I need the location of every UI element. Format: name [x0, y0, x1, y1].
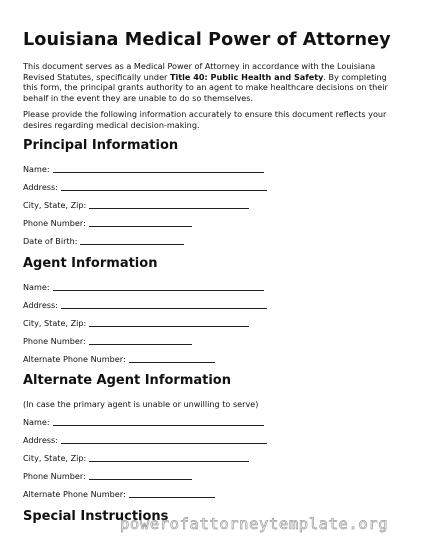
- fill-line[interactable]: [80, 236, 184, 245]
- field-label: Name:: [23, 164, 50, 174]
- alternate-agent-heading: Alternate Agent Information: [23, 373, 231, 388]
- agent-alt-phone-field[interactable]: [23, 353, 215, 364]
- fill-line[interactable]: [89, 200, 249, 209]
- principal-heading: Principal Information: [23, 138, 179, 153]
- agent-city-state-zip-field[interactable]: [23, 317, 249, 328]
- fill-line[interactable]: [89, 218, 192, 227]
- field-label: Phone Number:: [23, 336, 86, 346]
- fill-line[interactable]: [61, 182, 267, 191]
- field-label: Name:: [23, 282, 50, 292]
- field-label: Address:: [23, 300, 58, 310]
- principal-city-state-zip-field[interactable]: [23, 199, 249, 210]
- field-label: City, State, Zip:: [23, 318, 87, 328]
- fill-line[interactable]: [61, 435, 267, 444]
- alternate-agent-address-field[interactable]: [23, 434, 267, 445]
- alternate-agent-alt-phone-field[interactable]: [23, 488, 215, 499]
- field-label: Address:: [23, 435, 58, 445]
- field-label: Alternate Phone Number:: [23, 354, 126, 364]
- fill-line[interactable]: [89, 471, 192, 480]
- fill-line[interactable]: [53, 282, 264, 291]
- intro-text-after: . By completing this form, the principal grants authority to an agent to make healthcare decisions on their behalf in the event they are unable to do so themselves.: [23, 71, 388, 103]
- field-label: Alternate Phone Number:: [23, 489, 126, 499]
- fill-line[interactable]: [129, 354, 215, 363]
- fill-line[interactable]: [89, 318, 249, 327]
- principal-name-field[interactable]: [23, 163, 264, 174]
- field-label: Date of Birth:: [23, 236, 78, 246]
- fill-line[interactable]: [89, 453, 249, 462]
- intro-text-before: This document serves as a Medical Power of Attorney in accordance with the Louisiana Revised Statutes, specifically under: [23, 61, 376, 82]
- principal-dob-field[interactable]: [23, 235, 184, 246]
- fill-line[interactable]: [89, 336, 192, 345]
- fill-line[interactable]: [61, 300, 267, 309]
- principal-phone-field[interactable]: [23, 217, 192, 228]
- principal-address-field[interactable]: [23, 181, 267, 192]
- agent-heading: Agent Information: [23, 256, 158, 271]
- agent-name-field[interactable]: [23, 281, 264, 292]
- field-label: Address:: [23, 182, 58, 192]
- site-watermark: powerofattorneytemplate.org: [120, 515, 389, 533]
- document-title: Louisiana Medical Power of Attorney: [23, 30, 391, 50]
- intro-text-statute: Title 40: Public Health and Safety: [169, 71, 324, 82]
- field-label: City, State, Zip:: [23, 453, 87, 463]
- alternate-agent-city-state-zip-field[interactable]: [23, 452, 249, 463]
- agent-phone-field[interactable]: [23, 335, 192, 346]
- field-label: Phone Number:: [23, 218, 86, 228]
- agent-address-field[interactable]: [23, 299, 267, 310]
- field-label: Name:: [23, 417, 50, 427]
- fill-line[interactable]: [53, 164, 264, 173]
- intro-paragraph: [23, 61, 403, 103]
- fill-line[interactable]: [129, 489, 215, 498]
- alternate-agent-name-field[interactable]: [23, 416, 264, 427]
- fill-line[interactable]: [53, 417, 264, 426]
- field-label: City, State, Zip:: [23, 200, 87, 210]
- field-label: Phone Number:: [23, 471, 86, 481]
- special-instructions-heading: Special Instructions: [23, 509, 169, 524]
- alternate-agent-note: (In case the primary agent is unable or unwilling to serve): [23, 399, 259, 409]
- alternate-agent-phone-field[interactable]: [23, 470, 192, 481]
- instructions-paragraph: Please provide the following information accurately to ensure this document reflects your desires regarding medical decision-making.: [23, 109, 387, 130]
